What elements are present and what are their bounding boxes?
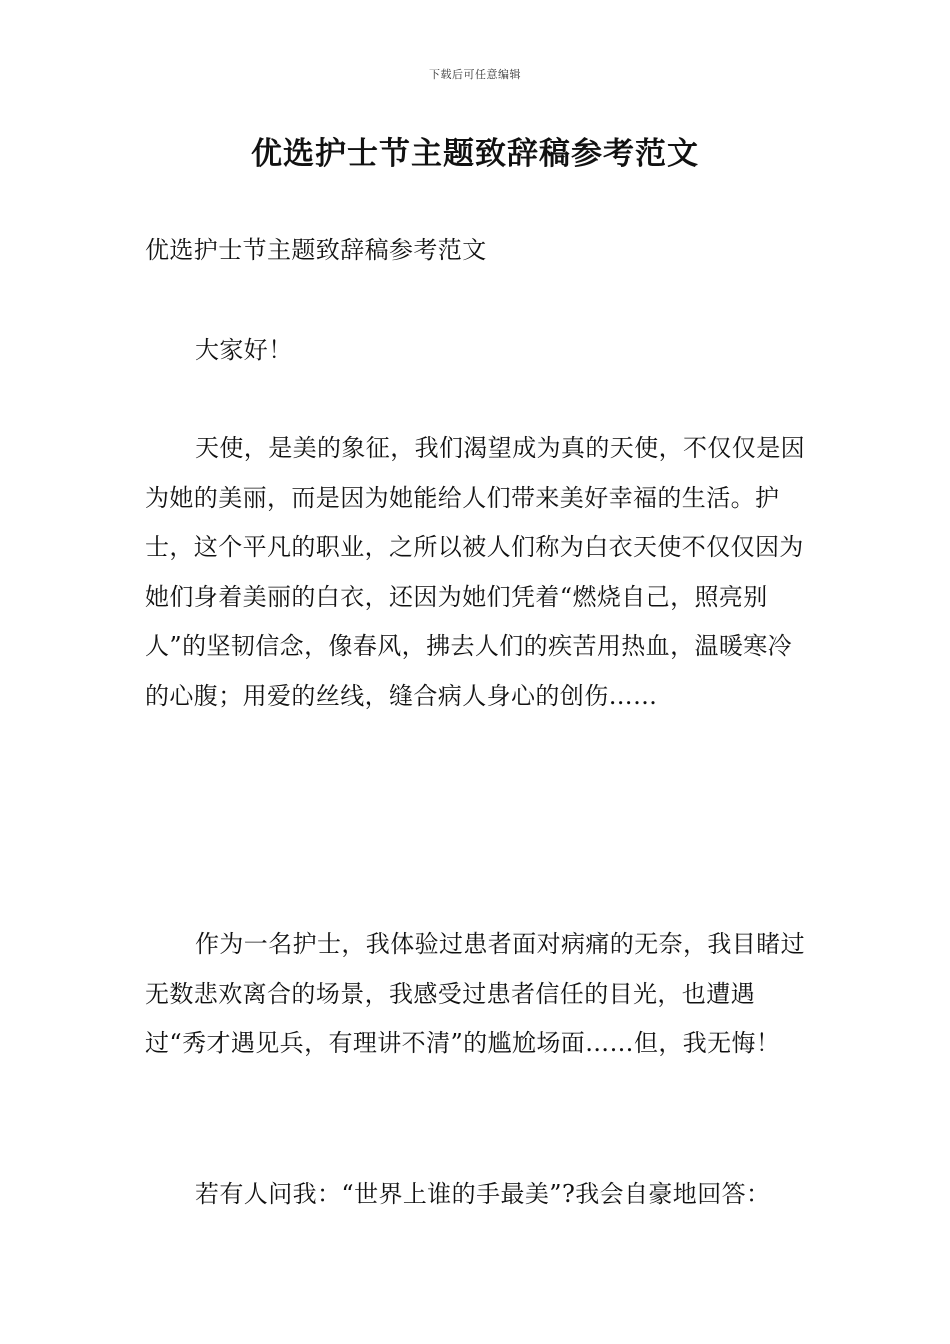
body-paragraph-2: 作为一名护士，我体验过患者面对病痛的无奈，我目睹过无数悲欢离合的场景，我感受过患者信任的目光，也遭遇过“秀才遇见兵，有理讲不清”的尴尬场面……但，我无悔！ bbox=[145, 930, 805, 1057]
greeting-paragraph: 大家好！ bbox=[195, 336, 293, 364]
document-title: 优选护士节主题致辞稿参考范文 bbox=[251, 136, 699, 172]
header-note: 下载后可任意编辑 bbox=[429, 68, 521, 81]
body-paragraph-1: 天使，是美的象征，我们渴望成为真的天使，不仅仅是因为她的美丽，而是因为她能给人们带来美好幸福的生活。护士，这个平凡的职业，之所以被人们称为白衣天使不仅仅因为她们身着美丽的白衣，还因为她们凭着“燃烧自己，照亮别人”的坚韧信念，像春风，拂去人们的疾苦用热血，温暖寒冷的心腹；用爱的丝线，缝合病人身心的创伤…… bbox=[145, 434, 805, 710]
document-subtitle: 优选护士节主题致辞稿参考范文 bbox=[145, 236, 487, 264]
body-paragraph-3: 若有人问我：“世界上谁的手最美”?我会自豪地回答： bbox=[195, 1180, 771, 1208]
